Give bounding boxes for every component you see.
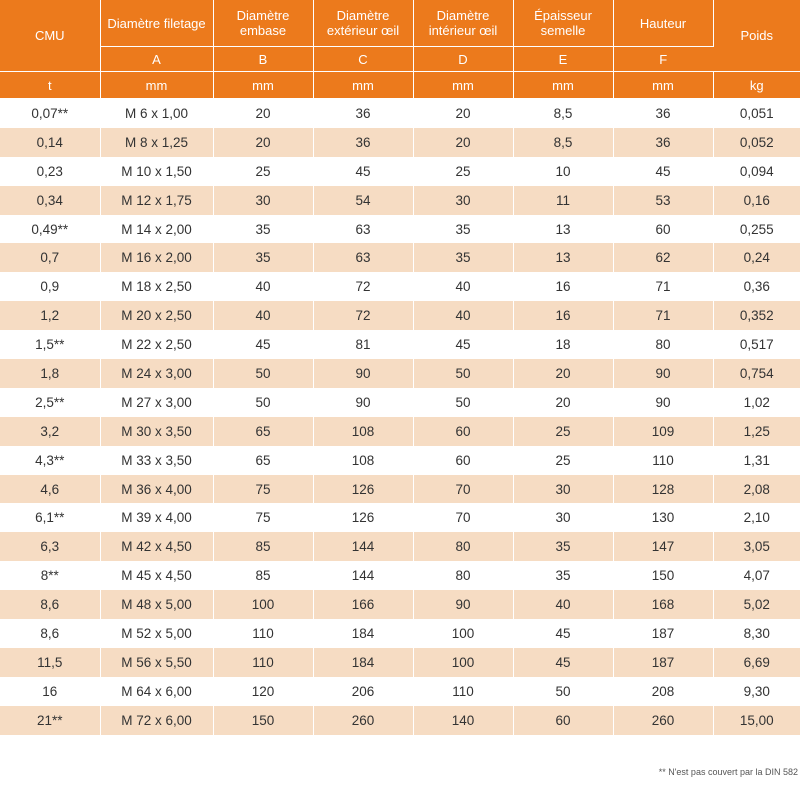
embase-cell: 75 <box>213 503 313 532</box>
header-hauteur: Hauteur <box>613 0 713 47</box>
header-letter: A <box>100 47 213 72</box>
table-row <box>0 388 800 417</box>
cmu-cell: 0,07** <box>0 99 100 128</box>
exterieur-oeil-cell: 126 <box>313 475 413 504</box>
exterieur-oeil-cell: 63 <box>313 215 413 244</box>
epaisseur-cell: 8,5 <box>513 99 613 128</box>
hauteur-cell: 36 <box>613 128 713 157</box>
interieur-oeil-cell: 45 <box>413 330 513 359</box>
interieur-oeil-cell: 110 <box>413 677 513 706</box>
filetage-cell: M 45 x 4,50 <box>100 561 213 590</box>
table-row <box>0 215 800 244</box>
filetage-cell: M 10 x 1,50 <box>100 157 213 186</box>
cmu-cell: 8,6 <box>0 619 100 648</box>
exterieur-oeil-cell: 36 <box>313 99 413 128</box>
interieur-oeil-cell: 25 <box>413 157 513 186</box>
epaisseur-cell: 10 <box>513 157 613 186</box>
embase-cell: 20 <box>213 128 313 157</box>
exterieur-oeil-cell: 184 <box>313 619 413 648</box>
exterieur-oeil-cell: 166 <box>313 590 413 619</box>
interieur-oeil-cell: 70 <box>413 475 513 504</box>
cmu-cell: 16 <box>0 677 100 706</box>
table-row <box>0 99 800 128</box>
filetage-cell: M 18 x 2,50 <box>100 272 213 301</box>
header-letter: E <box>513 47 613 72</box>
table-row <box>0 677 800 706</box>
hauteur-cell: 45 <box>613 157 713 186</box>
hauteur-cell: 109 <box>613 417 713 446</box>
poids-cell: 1,25 <box>713 417 800 446</box>
poids-cell: 0,754 <box>713 359 800 388</box>
table-row <box>0 561 800 590</box>
filetage-cell: M 20 x 2,50 <box>100 301 213 330</box>
epaisseur-cell: 13 <box>513 243 613 272</box>
header-diametre-filetage: Diamètre filetage <box>100 0 213 47</box>
table-row <box>0 446 800 475</box>
table-row <box>0 619 800 648</box>
interieur-oeil-cell: 50 <box>413 388 513 417</box>
cmu-cell: 1,5** <box>0 330 100 359</box>
table-row <box>0 417 800 446</box>
epaisseur-cell: 25 <box>513 446 613 475</box>
hauteur-cell: 187 <box>613 619 713 648</box>
poids-cell: 0,36 <box>713 272 800 301</box>
header-unit: mm <box>413 72 513 99</box>
interieur-oeil-cell: 35 <box>413 243 513 272</box>
poids-cell: 4,07 <box>713 561 800 590</box>
header-unit: mm <box>100 72 213 99</box>
exterieur-oeil-cell: 144 <box>313 561 413 590</box>
poids-cell: 0,052 <box>713 128 800 157</box>
exterieur-oeil-cell: 90 <box>313 388 413 417</box>
poids-cell: 0,255 <box>713 215 800 244</box>
filetage-cell: M 27 x 3,00 <box>100 388 213 417</box>
table-row <box>0 648 800 677</box>
cmu-cell: 0,23 <box>0 157 100 186</box>
exterieur-oeil-cell: 36 <box>313 128 413 157</box>
poids-cell: 2,08 <box>713 475 800 504</box>
filetage-cell: M 30 x 3,50 <box>100 417 213 446</box>
table-row <box>0 532 800 561</box>
poids-cell: 2,10 <box>713 503 800 532</box>
epaisseur-cell: 35 <box>513 561 613 590</box>
filetage-cell: M 52 x 5,00 <box>100 619 213 648</box>
embase-cell: 40 <box>213 301 313 330</box>
embase-cell: 30 <box>213 186 313 215</box>
cmu-cell: 11,5 <box>0 648 100 677</box>
table-row <box>0 475 800 504</box>
epaisseur-cell: 18 <box>513 330 613 359</box>
filetage-cell: M 16 x 2,00 <box>100 243 213 272</box>
epaisseur-cell: 35 <box>513 532 613 561</box>
poids-cell: 1,02 <box>713 388 800 417</box>
epaisseur-cell: 45 <box>513 648 613 677</box>
poids-cell: 1,31 <box>713 446 800 475</box>
header-diametre-exterieur-oeil: Diamètre extérieur œil <box>313 0 413 47</box>
embase-cell: 65 <box>213 446 313 475</box>
exterieur-oeil-cell: 90 <box>313 359 413 388</box>
hauteur-cell: 150 <box>613 561 713 590</box>
cmu-cell: 0,14 <box>0 128 100 157</box>
header-row-letters <box>0 47 800 72</box>
embase-cell: 50 <box>213 359 313 388</box>
epaisseur-cell: 16 <box>513 272 613 301</box>
poids-cell: 3,05 <box>713 532 800 561</box>
epaisseur-cell: 45 <box>513 619 613 648</box>
exterieur-oeil-cell: 206 <box>313 677 413 706</box>
exterieur-oeil-cell: 184 <box>313 648 413 677</box>
epaisseur-cell: 20 <box>513 388 613 417</box>
cmu-cell: 4,3** <box>0 446 100 475</box>
table-row <box>0 157 800 186</box>
poids-cell: 0,517 <box>713 330 800 359</box>
hauteur-cell: 60 <box>613 215 713 244</box>
header-diametre-embase: Diamètre embase <box>213 0 313 47</box>
header-unit: mm <box>213 72 313 99</box>
epaisseur-cell: 11 <box>513 186 613 215</box>
interieur-oeil-cell: 70 <box>413 503 513 532</box>
header-letter: C <box>313 47 413 72</box>
exterieur-oeil-cell: 72 <box>313 272 413 301</box>
cmu-cell: 1,8 <box>0 359 100 388</box>
hauteur-cell: 128 <box>613 475 713 504</box>
header-letter: B <box>213 47 313 72</box>
header-row-titles <box>0 0 800 47</box>
cmu-cell: 8** <box>0 561 100 590</box>
filetage-cell: M 14 x 2,00 <box>100 215 213 244</box>
header-letter: D <box>413 47 513 72</box>
interieur-oeil-cell: 20 <box>413 128 513 157</box>
table-row <box>0 186 800 215</box>
filetage-cell: M 48 x 5,00 <box>100 590 213 619</box>
interieur-oeil-cell: 35 <box>413 215 513 244</box>
interieur-oeil-cell: 100 <box>413 648 513 677</box>
filetage-cell: M 6 x 1,00 <box>100 99 213 128</box>
poids-cell: 0,094 <box>713 157 800 186</box>
interieur-oeil-cell: 40 <box>413 272 513 301</box>
poids-cell: 0,352 <box>713 301 800 330</box>
table-row <box>0 590 800 619</box>
embase-cell: 20 <box>213 99 313 128</box>
interieur-oeil-cell: 40 <box>413 301 513 330</box>
embase-cell: 50 <box>213 388 313 417</box>
interieur-oeil-cell: 20 <box>413 99 513 128</box>
header-unit: mm <box>313 72 413 99</box>
cmu-cell: 0,9 <box>0 272 100 301</box>
table-row <box>0 706 800 735</box>
hauteur-cell: 260 <box>613 706 713 735</box>
cmu-cell: 6,1** <box>0 503 100 532</box>
poids-cell: 9,30 <box>713 677 800 706</box>
poids-cell: 6,69 <box>713 648 800 677</box>
cmu-cell: 1,2 <box>0 301 100 330</box>
interieur-oeil-cell: 90 <box>413 590 513 619</box>
interieur-oeil-cell: 100 <box>413 619 513 648</box>
embase-cell: 35 <box>213 215 313 244</box>
filetage-cell: M 36 x 4,00 <box>100 475 213 504</box>
interieur-oeil-cell: 140 <box>413 706 513 735</box>
filetage-cell: M 12 x 1,75 <box>100 186 213 215</box>
filetage-cell: M 8 x 1,25 <box>100 128 213 157</box>
header-unit: kg <box>713 72 800 99</box>
table-row <box>0 272 800 301</box>
embase-cell: 85 <box>213 561 313 590</box>
hauteur-cell: 208 <box>613 677 713 706</box>
footnote: ** N'est pas couvert par la DIN 582 <box>658 767 798 777</box>
hauteur-cell: 168 <box>613 590 713 619</box>
header-letter: F <box>613 47 713 72</box>
exterieur-oeil-cell: 72 <box>313 301 413 330</box>
filetage-cell: M 22 x 2,50 <box>100 330 213 359</box>
hauteur-cell: 147 <box>613 532 713 561</box>
hauteur-cell: 62 <box>613 243 713 272</box>
table-header <box>0 0 800 99</box>
exterieur-oeil-cell: 81 <box>313 330 413 359</box>
epaisseur-cell: 30 <box>513 503 613 532</box>
table-row <box>0 503 800 532</box>
embase-cell: 40 <box>213 272 313 301</box>
hauteur-cell: 36 <box>613 99 713 128</box>
embase-cell: 25 <box>213 157 313 186</box>
interieur-oeil-cell: 50 <box>413 359 513 388</box>
filetage-cell: M 39 x 4,00 <box>100 503 213 532</box>
epaisseur-cell: 40 <box>513 590 613 619</box>
embase-cell: 110 <box>213 619 313 648</box>
header-unit: mm <box>513 72 613 99</box>
hauteur-cell: 80 <box>613 330 713 359</box>
embase-cell: 120 <box>213 677 313 706</box>
cmu-cell: 0,7 <box>0 243 100 272</box>
cmu-cell: 3,2 <box>0 417 100 446</box>
hauteur-cell: 53 <box>613 186 713 215</box>
interieur-oeil-cell: 30 <box>413 186 513 215</box>
epaisseur-cell: 25 <box>513 417 613 446</box>
epaisseur-cell: 20 <box>513 359 613 388</box>
epaisseur-cell: 13 <box>513 215 613 244</box>
exterieur-oeil-cell: 45 <box>313 157 413 186</box>
header-unit: mm <box>613 72 713 99</box>
filetage-cell: M 42 x 4,50 <box>100 532 213 561</box>
table-row <box>0 359 800 388</box>
poids-cell: 5,02 <box>713 590 800 619</box>
exterieur-oeil-cell: 108 <box>313 417 413 446</box>
epaisseur-cell: 50 <box>513 677 613 706</box>
interieur-oeil-cell: 80 <box>413 532 513 561</box>
embase-cell: 75 <box>213 475 313 504</box>
cmu-cell: 8,6 <box>0 590 100 619</box>
header-epaisseur-semelle: Épaisseur semelle <box>513 0 613 47</box>
filetage-cell: M 72 x 6,00 <box>100 706 213 735</box>
hauteur-cell: 90 <box>613 388 713 417</box>
embase-cell: 110 <box>213 648 313 677</box>
filetage-cell: M 24 x 3,00 <box>100 359 213 388</box>
cmu-cell: 6,3 <box>0 532 100 561</box>
cmu-cell: 0,34 <box>0 186 100 215</box>
hauteur-cell: 130 <box>613 503 713 532</box>
header-poids: Poids <box>713 0 800 72</box>
header-diametre-interieur-oeil: Diamètre intérieur œil <box>413 0 513 47</box>
interieur-oeil-cell: 60 <box>413 446 513 475</box>
filetage-cell: M 64 x 6,00 <box>100 677 213 706</box>
table-row <box>0 243 800 272</box>
embase-cell: 100 <box>213 590 313 619</box>
embase-cell: 150 <box>213 706 313 735</box>
exterieur-oeil-cell: 260 <box>313 706 413 735</box>
interieur-oeil-cell: 60 <box>413 417 513 446</box>
hauteur-cell: 71 <box>613 301 713 330</box>
epaisseur-cell: 30 <box>513 475 613 504</box>
poids-cell: 0,16 <box>713 186 800 215</box>
embase-cell: 35 <box>213 243 313 272</box>
cmu-cell: 2,5** <box>0 388 100 417</box>
poids-cell: 0,051 <box>713 99 800 128</box>
exterieur-oeil-cell: 144 <box>313 532 413 561</box>
epaisseur-cell: 60 <box>513 706 613 735</box>
exterieur-oeil-cell: 54 <box>313 186 413 215</box>
hauteur-cell: 90 <box>613 359 713 388</box>
interieur-oeil-cell: 80 <box>413 561 513 590</box>
hauteur-cell: 187 <box>613 648 713 677</box>
epaisseur-cell: 16 <box>513 301 613 330</box>
poids-cell: 15,00 <box>713 706 800 735</box>
header-row-units <box>0 72 800 99</box>
epaisseur-cell: 8,5 <box>513 128 613 157</box>
cmu-cell: 0,49** <box>0 215 100 244</box>
header-cmu: CMU <box>0 0 100 72</box>
exterieur-oeil-cell: 108 <box>313 446 413 475</box>
cmu-cell: 4,6 <box>0 475 100 504</box>
table-row <box>0 301 800 330</box>
table-row <box>0 128 800 157</box>
filetage-cell: M 56 x 5,50 <box>100 648 213 677</box>
table-row <box>0 330 800 359</box>
poids-cell: 0,24 <box>713 243 800 272</box>
exterieur-oeil-cell: 63 <box>313 243 413 272</box>
hauteur-cell: 110 <box>613 446 713 475</box>
table-body <box>0 99 800 735</box>
header-unit: t <box>0 72 100 99</box>
hauteur-cell: 71 <box>613 272 713 301</box>
cmu-cell: 21** <box>0 706 100 735</box>
embase-cell: 45 <box>213 330 313 359</box>
poids-cell: 8,30 <box>713 619 800 648</box>
exterieur-oeil-cell: 126 <box>313 503 413 532</box>
embase-cell: 65 <box>213 417 313 446</box>
embase-cell: 85 <box>213 532 313 561</box>
filetage-cell: M 33 x 3,50 <box>100 446 213 475</box>
